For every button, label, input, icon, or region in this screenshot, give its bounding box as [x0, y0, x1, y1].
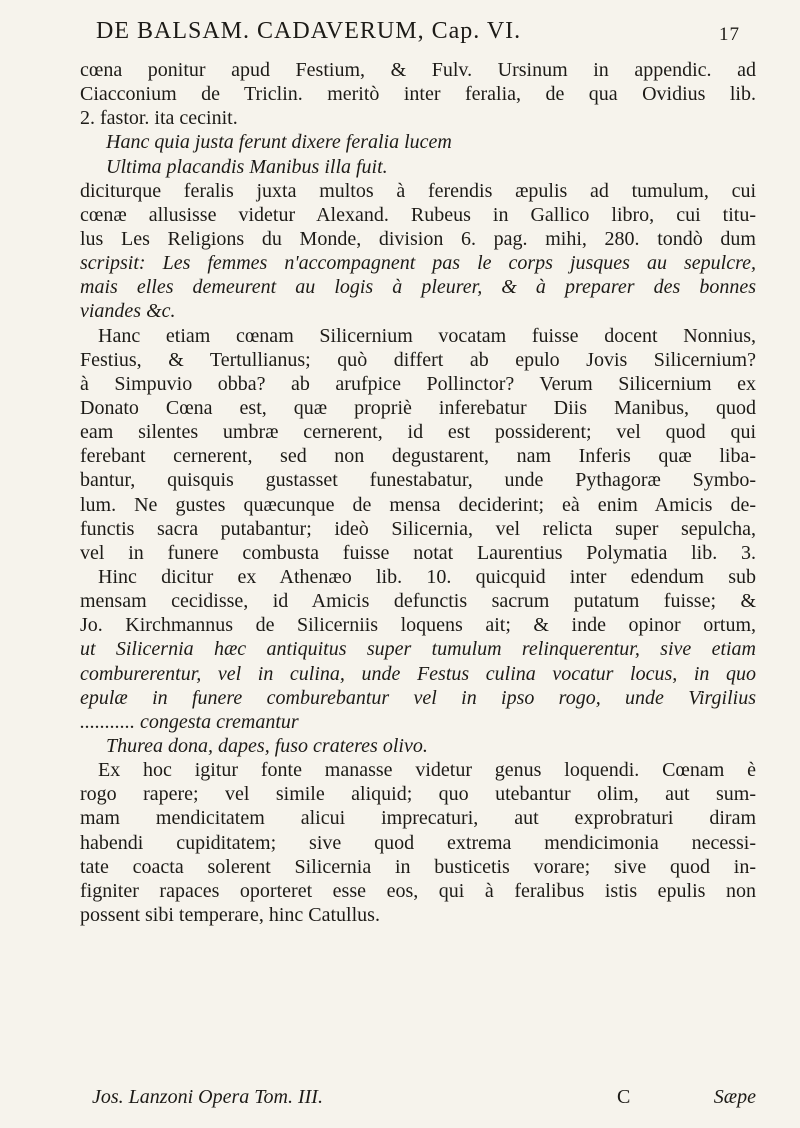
text-line: Festius, & Tertullianus; quò differt ab epulo Jovis Silicernium? [80, 348, 756, 371]
signature-mark: C [617, 1086, 631, 1108]
text-line: possent sibi temperare, hinc Catullus. [80, 903, 380, 926]
text-line: bantur, quisquis gustasset funestabatur, unde Pythagoræ Symbo- [80, 469, 756, 492]
text-line: lum. Ne gustes quæcunque de mensa deciderint; eà enim Amicis de- [80, 493, 756, 516]
text-line: Hinc dicitur ex Athenæo lib. 10. quicquid inter edendum sub [98, 565, 756, 588]
text-line: scripsit: Les femmes n'accompagnent pas le corps jusques au sepulcre, [80, 252, 756, 275]
text-line: ut Silicernia hæc antiquitus super tumulum relinquerentur, sive etiam [80, 638, 756, 661]
text-line: epulæ in funere comburebantur vel in ipso rogo, unde Virgilius [80, 686, 756, 709]
text-line: Ex hoc igitur fonte manasse videtur genus loquendi. Cœnam è [98, 759, 756, 782]
text-line: lus Les Religions du Monde, division 6. pag. mihi, 280. tondò dum [80, 227, 756, 250]
text-line: rogo rapere; vel simile aliquid; quo utebantur olim, aut sum- [80, 783, 756, 806]
text-line: Ciacconium de Triclin. meritò inter feralia, de qua Ovidius lib. [80, 83, 756, 106]
page-number: 17 [719, 24, 740, 45]
text-line: tate coacta solerent Silicernia in busticetis vorare; sive quod in- [80, 855, 756, 878]
text-line: cœnæ allusisse videtur Alexand. Rubeus in Gallico libro, cui titu- [80, 203, 756, 226]
catchword: Sæpe [713, 1086, 756, 1108]
text-line: ferebant cernerent, sed non degustarent, nam Inferis quæ liba- [80, 445, 756, 468]
text-line: functis sacra putabantur; ideò Silicernia, vel relicta super sepulcha, [80, 517, 756, 540]
text-line: à Simpuvio obba? ab arufpice Pollinctor? Verum Silicernium ex [80, 372, 756, 395]
text-line: comburerentur, vel in culina, unde Festus culina vocatur locus, in quo [80, 662, 756, 685]
text-line: cœna ponitur apud Festium, & Fulv. Ursinum in appendic. ad [80, 59, 756, 81]
running-header [96, 14, 740, 54]
text-line: mam mendicitatem alicui imprecaturi, aut exprobraturi diram [80, 807, 756, 830]
text-line: Jo. Kirchmannus de Silicerniis loquens ait; & inde opinor ortum, [80, 614, 756, 637]
verse-line: Ultima placandis Manibus illa fuit. [106, 155, 388, 178]
text-line: mensam cecidisse, id Amicis defunctis sacrum putatum fuisse; & [80, 590, 756, 613]
text-line: 2. fastor. ita cecinit. [80, 107, 238, 130]
text-line: mais elles demeurent au logis à pleurer, & à preparer des bonnes [80, 276, 756, 299]
text-line: Donato Cœna est, quæ propriè inferebatur Diis Manibus, quod [80, 396, 756, 419]
text-line: eam silentes umbræ cernerent, id est possiderent; vel quod qui [80, 421, 756, 444]
verse-line: ........... congesta cremantur [80, 710, 299, 733]
text-line: viandes &c. [80, 300, 176, 323]
text-line: figniter rapaces oporteret esse eos, qui à feralibus istis epulis non [80, 879, 756, 902]
text-line: Hanc etiam cœnam Silicernium vocatam fuisse docent Nonnius, [98, 324, 756, 347]
text-line: habendi cupiditatem; sive quod extrema mendicimonia necessi- [80, 831, 756, 854]
verse-line: Hanc quia justa ferunt dixere feralia lucem [106, 131, 452, 154]
page-footer [92, 1084, 756, 1110]
footer-reference: Jos. Lanzoni Opera Tom. III. [92, 1086, 323, 1108]
text-body [80, 58, 756, 927]
text-line: vel in funere combusta fuisse notat Laurentius Polymatia lib. 3. [80, 541, 756, 564]
verse-line: Thurea dona, dapes, fuso crateres olivo. [106, 734, 428, 757]
text-line: diciturque feralis juxta multos à ferendis æpulis ad tumulum, cui [80, 179, 756, 202]
running-title: DE BALSAM. CADAVERUM, Cap. VI. [96, 18, 522, 44]
